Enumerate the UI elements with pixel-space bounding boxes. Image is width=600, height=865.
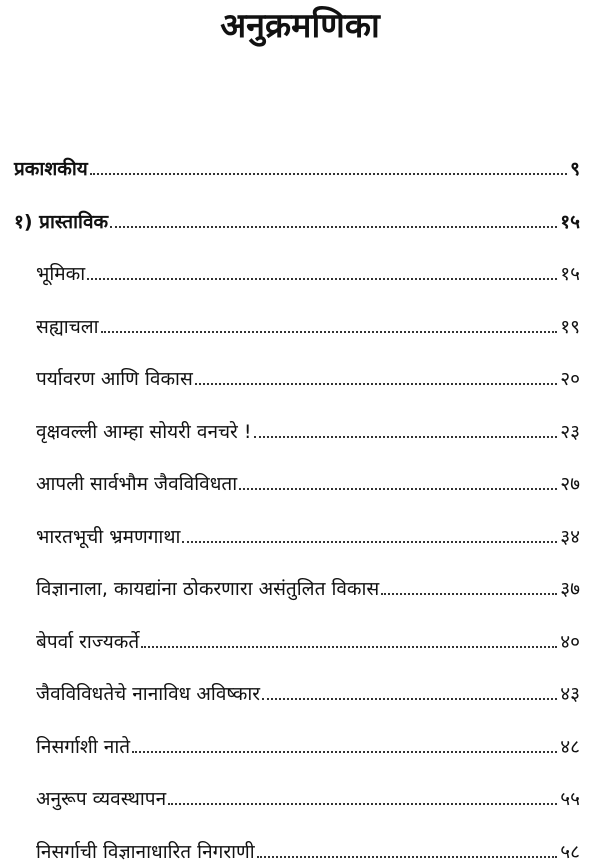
dot-leader <box>90 173 567 175</box>
toc-entry[interactable] <box>36 572 580 602</box>
dot-leader <box>182 541 557 543</box>
dot-leader <box>381 593 557 595</box>
toc-entry-page-number: ४३ <box>560 683 580 705</box>
toc-entry-page-number: ५८ <box>560 840 580 863</box>
toc-entry-page-number: ४८ <box>560 735 580 758</box>
toc-entry-label: जैवविविधतेचे नानाविध अविष्कार <box>36 683 261 705</box>
toc-entry-page-number: १५ <box>560 210 580 233</box>
dot-leader <box>141 646 557 648</box>
toc-entry-page-number: ४० <box>560 630 580 653</box>
toc-entry-label: भूमिका <box>36 263 86 285</box>
toc-entry[interactable] <box>36 677 580 707</box>
toc-entry-page-number: २० <box>560 368 580 390</box>
toc-entry-label: निसर्गाची विज्ञानाधारित निगराणी <box>36 840 255 863</box>
toc-entry-label: भारतभूची भ्रमणगाथा <box>36 525 181 548</box>
toc-entry-page-number: ३७ <box>560 578 580 600</box>
toc-entry-page-number: ३४ <box>560 525 580 548</box>
dot-leader <box>132 751 557 753</box>
toc-entry-label: वृक्षवल्ली आम्हा सोयरी वनचरे ! <box>36 420 252 443</box>
toc-entry-label: विज्ञानाला, कायद्यांना ठोकरणारा असंतुलित विकास <box>36 578 380 600</box>
toc-entry-label: बेपर्वा राज्यकर्ते <box>36 630 140 653</box>
toc-entry[interactable] <box>14 152 580 182</box>
toc-entry[interactable] <box>36 782 580 812</box>
toc-entry[interactable] <box>36 625 580 655</box>
toc-entry[interactable] <box>36 730 580 760</box>
dot-leader <box>239 488 557 490</box>
page-title: अनुक्रमणिका <box>220 6 380 46</box>
toc-entry-label: आपली सार्वभौम जैवविविधता <box>36 473 238 495</box>
toc-entry-label: सह्याचला <box>36 315 99 338</box>
toc-entry-label: अनुरूप व्यवस्थापन <box>36 788 167 810</box>
dot-leader <box>87 278 557 280</box>
dot-leader <box>168 803 557 805</box>
toc-entry-label: पर्यावरण आणि विकास <box>36 368 193 390</box>
dot-leader <box>254 436 558 438</box>
dot-leader <box>262 698 557 700</box>
toc-entry-label: १) प्रास्ताविक <box>14 210 109 233</box>
toc-entry-page-number: ५५ <box>560 788 580 810</box>
dot-leader <box>101 331 558 333</box>
toc-entry[interactable] <box>36 520 580 550</box>
toc-entry[interactable] <box>36 467 580 497</box>
toc-entry[interactable] <box>36 257 580 287</box>
toc-entry[interactable] <box>36 415 580 445</box>
toc-entry-page-number: २७ <box>560 473 580 495</box>
toc-entry[interactable] <box>36 835 580 865</box>
toc-entry[interactable] <box>36 362 580 392</box>
dot-leader <box>195 383 557 385</box>
toc-entry-page-number: २३ <box>560 420 580 443</box>
toc-entry-label: प्रकाशकीय <box>14 158 88 180</box>
dot-leader <box>110 226 557 228</box>
toc-entry[interactable] <box>14 205 580 235</box>
toc-entry-page-number: १५ <box>560 263 580 285</box>
toc-entry[interactable] <box>36 310 580 340</box>
toc-entry-page-number: १९ <box>560 315 580 338</box>
dot-leader <box>257 856 558 858</box>
toc-entry-page-number: ९ <box>570 158 580 180</box>
toc-entry-label: निसर्गाशी नाते <box>36 735 131 758</box>
